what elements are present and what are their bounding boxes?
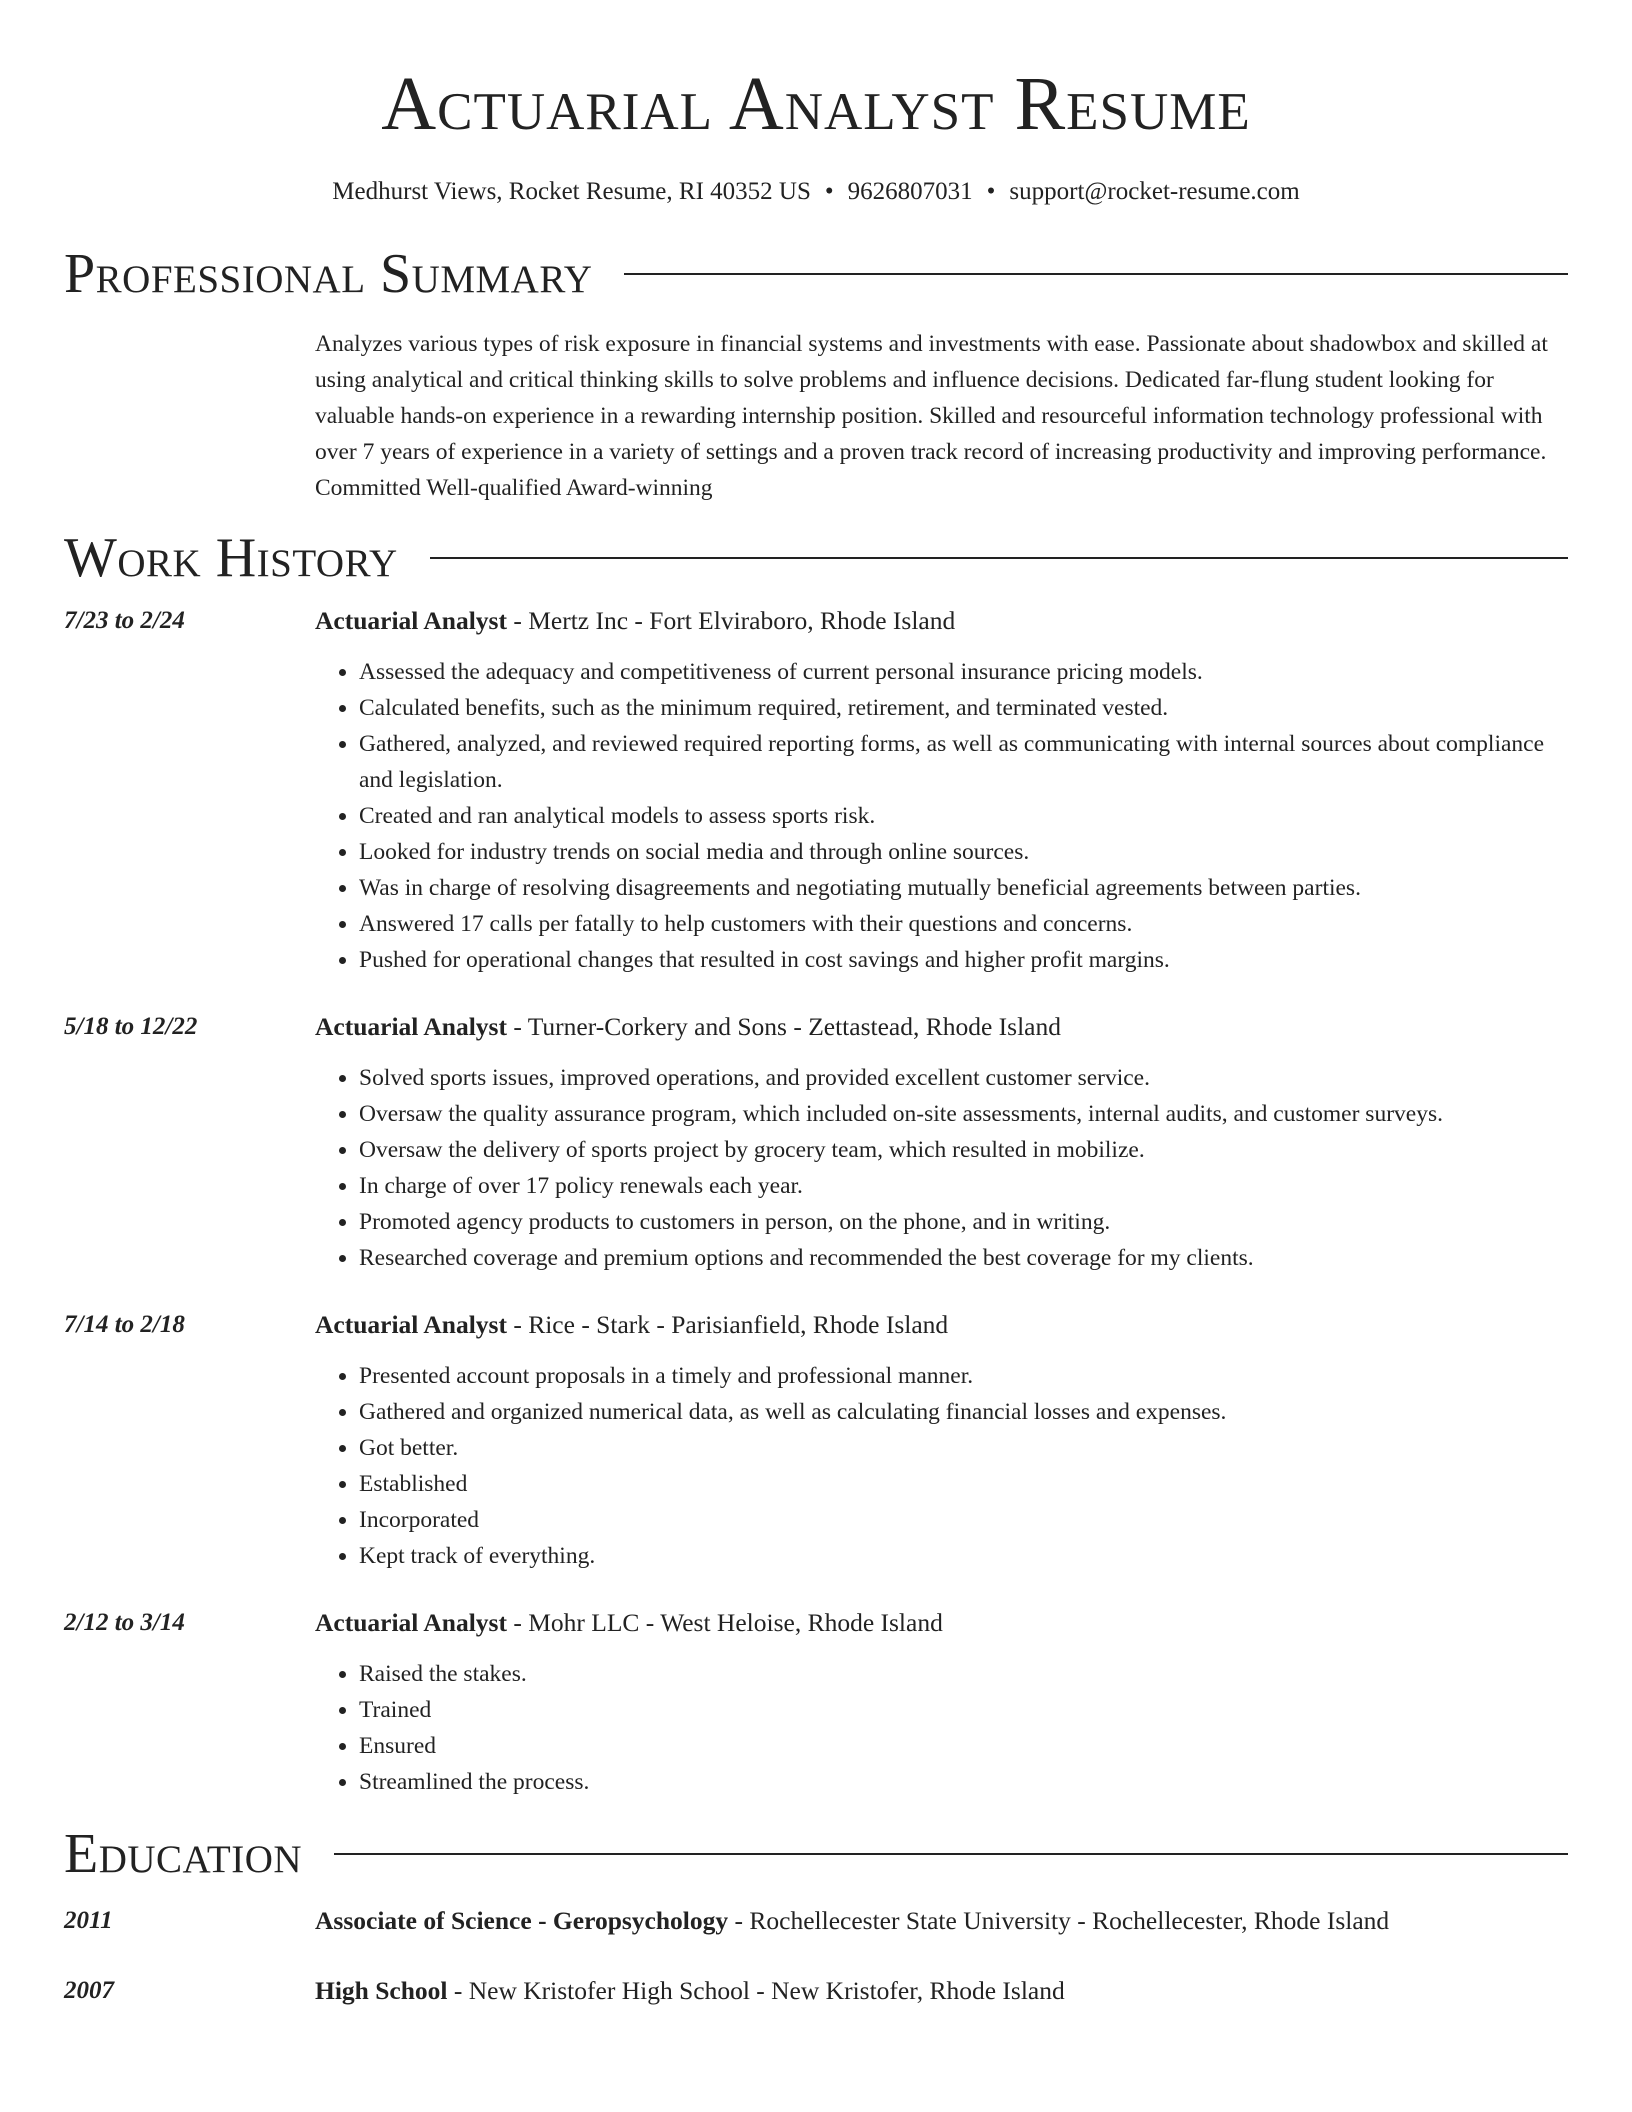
- resume-page: [64, 0, 1568, 2008]
- job-bullet: • Solved sports issues, improved operations, and provided excellent customer service.: [359, 1060, 1568, 1096]
- job-bullet: • Got better.: [359, 1430, 1568, 1466]
- job-details: - Turner-Corkery and Sons - Zettastead, Rhode Island: [506, 1012, 1061, 1041]
- job-title: Actuarial Analyst: [315, 1310, 507, 1339]
- education-details: - Rochellecester State University - Rochellecester, Rhode Island: [728, 1906, 1390, 1935]
- page-title: Actuarial Analyst Resume: [381, 62, 1251, 146]
- job-bullet: • Answered 17 calls per fatally to help customers with their questions and concerns.: [359, 906, 1568, 942]
- job-bullet: • Presented account proposals in a timely and professional manner.: [359, 1358, 1568, 1394]
- education-details: - New Kristofer High School - New Kristofer, Rhode Island: [447, 1976, 1065, 2005]
- job-content: [315, 1606, 1568, 1800]
- job-bullet: • Looked for industry trends on social media and through online sources.: [359, 834, 1568, 870]
- contact-separator: •: [986, 178, 996, 205]
- job-bullet: • Incorporated: [359, 1502, 1568, 1538]
- contact-separator: •: [824, 178, 834, 205]
- contact-phone: 9626807031: [847, 178, 973, 205]
- job-bullets: [315, 1656, 1568, 1800]
- contact-line: [64, 176, 1568, 208]
- education-content: [315, 1974, 1568, 2008]
- job-bullet: • Created and ran analytical models to assess sports risk.: [359, 798, 1568, 834]
- contact-email[interactable]: support@rocket-resume.com: [1009, 178, 1300, 205]
- education-heading: Education: [64, 1823, 303, 1885]
- section-divider: [624, 273, 1568, 275]
- education-entry: [64, 1974, 1568, 2008]
- job-dates: 2/12 to 3/14: [64, 1609, 185, 1636]
- job-entry: [64, 1010, 1568, 1276]
- job-dates: 5/18 to 12/22: [64, 1013, 198, 1040]
- work-heading: Work History: [64, 527, 398, 589]
- section-divider: [430, 557, 1568, 559]
- job-bullet: • Was in charge of resolving disagreements and negotiating mutually beneficial agreements between parties.: [359, 870, 1568, 906]
- job-bullet: • Oversaw the delivery of sports project by grocery team, which resulted in mobilize.: [359, 1132, 1568, 1168]
- job-bullet: • Streamlined the process.: [359, 1764, 1568, 1800]
- job-header: [315, 1010, 1568, 1044]
- work-section-header: [64, 526, 1568, 590]
- job-bullet: • Researched coverage and premium options and recommended the best coverage for my clients.: [359, 1240, 1568, 1276]
- job-bullet: • Oversaw the quality assurance program, which included on-site assessments, internal audits, and customer surveys.: [359, 1096, 1568, 1132]
- job-bullet: • In charge of over 17 policy renewals each year.: [359, 1168, 1568, 1204]
- education-degree: High School: [315, 1976, 448, 2005]
- job-bullets: [315, 1060, 1568, 1276]
- education-section-header: [64, 1822, 1568, 1886]
- education-degree: Associate of Science - Geropsychology: [315, 1906, 729, 1935]
- job-content: [315, 1010, 1568, 1276]
- job-dates: 7/23 to 2/24: [64, 607, 185, 634]
- job-title: Actuarial Analyst: [315, 1608, 507, 1637]
- job-title: Actuarial Analyst: [315, 1012, 507, 1041]
- job-content: [315, 604, 1568, 978]
- job-entry: [64, 1308, 1568, 1574]
- job-header: [315, 1606, 1568, 1640]
- education-year: 2007: [64, 1977, 114, 2004]
- job-bullet: • Pushed for operational changes that resulted in cost savings and higher profit margins.: [359, 942, 1568, 978]
- job-bullet: • Ensured: [359, 1728, 1568, 1764]
- job-bullet: • Trained: [359, 1692, 1568, 1728]
- job-bullet: • Gathered, analyzed, and reviewed required reporting forms, as well as communicating with internal sources about compliance and legislation.: [359, 726, 1568, 798]
- summary-heading: Professional Summary: [64, 243, 593, 305]
- job-bullets: [315, 1358, 1568, 1574]
- education-year: 2011: [64, 1907, 113, 1934]
- section-divider: [334, 1853, 1568, 1855]
- contact-address: Medhurst Views, Rocket Resume, RI 40352 US: [332, 178, 811, 205]
- job-bullets: [315, 654, 1568, 978]
- job-header: [315, 604, 1568, 638]
- summary-text: Analyzes various types of risk exposure in financial systems and investments with ease. Passionate about shadowbox and skilled at using analytical and critical thinking skills to solve problems and influence decisions. Dedicated far-flung student looking for valuable hands-on experience in a rewarding internship position. Skilled and resourceful information technology professional with over 7 years of experience in a variety of settings and a proven track record of increasing productivity and improving performance. Committed Well-qualified Award-winning: [315, 331, 1548, 501]
- job-header: [315, 1308, 1568, 1342]
- job-bullet: • Established: [359, 1466, 1568, 1502]
- job-details: - Mohr LLC - West Heloise, Rhode Island: [506, 1608, 943, 1637]
- job-bullet: • Promoted agency products to customers in person, on the phone, and in writing.: [359, 1204, 1568, 1240]
- job-content: [315, 1308, 1568, 1574]
- job-bullet: • Calculated benefits, such as the minimum required, retirement, and terminated vested.: [359, 690, 1568, 726]
- job-entry: [64, 604, 1568, 978]
- job-details: - Rice - Stark - Parisianfield, Rhode Island: [506, 1310, 949, 1339]
- job-entry: [64, 1606, 1568, 1800]
- education-entry: [64, 1904, 1568, 1938]
- job-details: - Mertz Inc - Fort Elviraboro, Rhode Island: [506, 606, 956, 635]
- education-content: [315, 1904, 1568, 1938]
- job-bullet: • Assessed the adequacy and competitiveness of current personal insurance pricing models.: [359, 654, 1568, 690]
- job-bullet: • Kept track of everything.: [359, 1538, 1568, 1574]
- job-bullet: • Gathered and organized numerical data, as well as calculating financial losses and expenses.: [359, 1394, 1568, 1430]
- summary-section-header: [64, 242, 1568, 306]
- job-dates: 7/14 to 2/18: [64, 1311, 185, 1338]
- job-title: Actuarial Analyst: [315, 606, 507, 635]
- job-bullet: • Raised the stakes.: [359, 1656, 1568, 1692]
